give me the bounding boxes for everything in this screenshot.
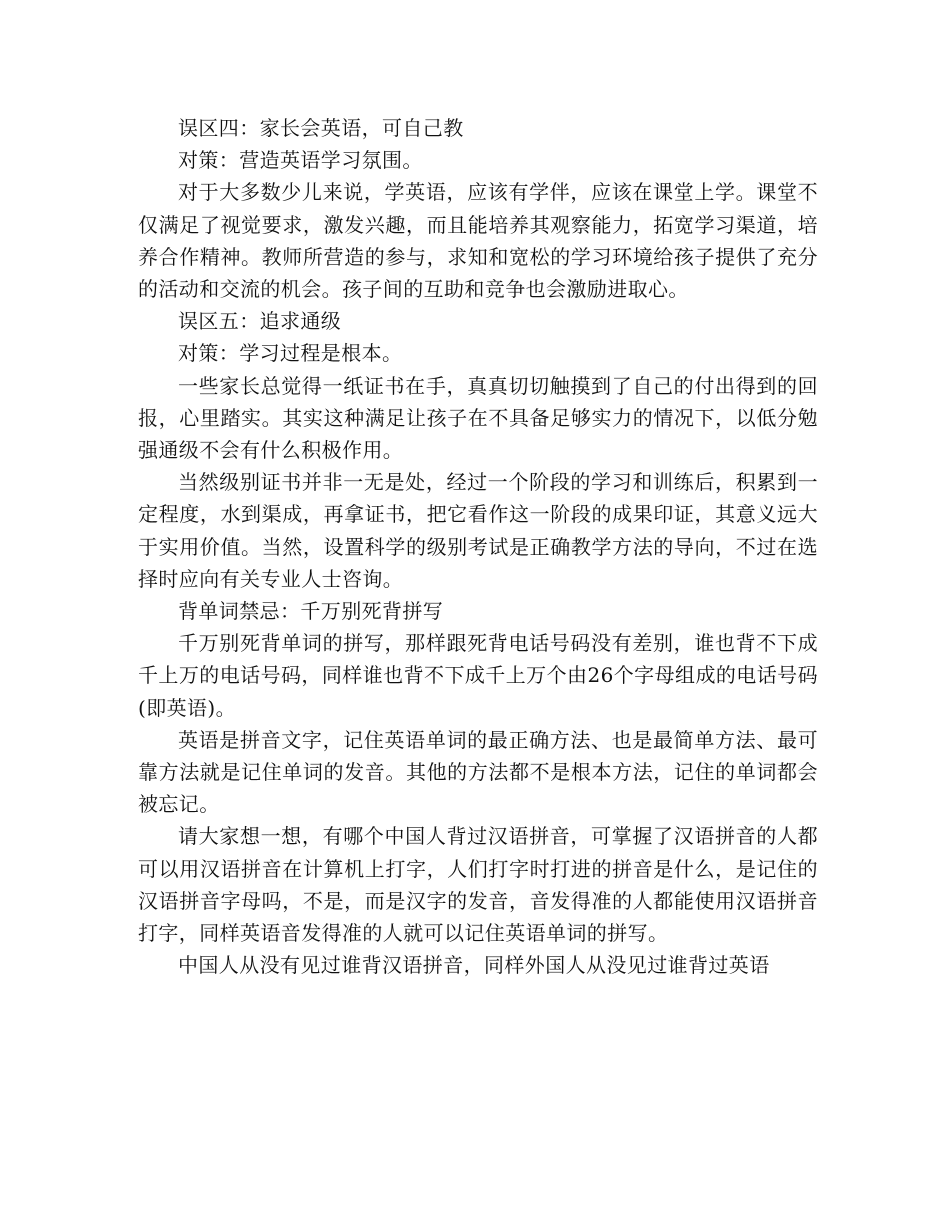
body-paragraph: 当然级别证书并非一无是处，经过一个阶段的学习和训练后，积累到一定程度，水到渠成，再拿证书，把它看作这一阶段的成果印证，其意义远大于实用价值。当然，设置科学的级别考试是正确教学方法的导向，不过在选择时应向有关专业人士咨询。 <box>138 470 818 591</box>
strategy-line: 对策：学习过程是根本。 <box>178 341 403 366</box>
heading-vocabulary-taboo: 背单词禁忌：千万别死背拼写 <box>178 599 444 624</box>
body-paragraph: 英语是拼音文字，记住英语单词的最正确方法、也是最简单方法、最可靠方法就是记住单词的发音。其他的方法都不是根本方法，记住的单词都会被忘记。 <box>138 727 818 817</box>
heading-misconception-4: 误区四：家长会英语，可自己教 <box>178 116 464 140</box>
body-paragraph: 千万别死背单词的拼写，那样跟死背电话号码没有差别，谁也背不下成千上万的电话号码，同样谁也背不下成千上万个由26个字母组成的电话号码(即英语)。 <box>138 631 818 720</box>
body-paragraph: 中国人从没有见过谁背汉语拼音，同样外国人从没见过谁背过英语 <box>178 953 770 978</box>
document-body <box>138 112 818 981</box>
body-paragraph: 一些家长总觉得一纸证书在手，真真切切触摸到了自己的付出得到的回报，心里踏实。其实这种满足让孩子在不具备足够实力的情况下，以低分勉强通级不会有什么积极作用。 <box>138 373 818 463</box>
body-paragraph: 对于大多数少儿来说，学英语，应该有学伴，应该在课堂上学。课堂不仅满足了视觉要求，激发兴趣，而且能培养其观察能力，拓宽学习渠道，培养合作精神。教师所营造的参与，求知和宽松的学习环境给孩子提供了充分的活动和交流的机会。孩子间的互助和竞争也会激励进取心。 <box>138 180 818 302</box>
heading-misconception-5: 误区五：追求通级 <box>178 309 342 334</box>
strategy-line: 对策：营造英语学习氛围。 <box>178 148 423 173</box>
body-paragraph: 请大家想一想，有哪个中国人背过汉语拼音，可掌握了汉语拼音的人都可以用汉语拼音在计算机上打字，人们打字时打进的拼音是什么，是记住的汉语拼音字母吗，不是，而是汉字的发音，音发得准的人都能使用汉语拼音打字，同样英语音发得准的人就可以记住英语单词的拼写。 <box>138 824 818 946</box>
